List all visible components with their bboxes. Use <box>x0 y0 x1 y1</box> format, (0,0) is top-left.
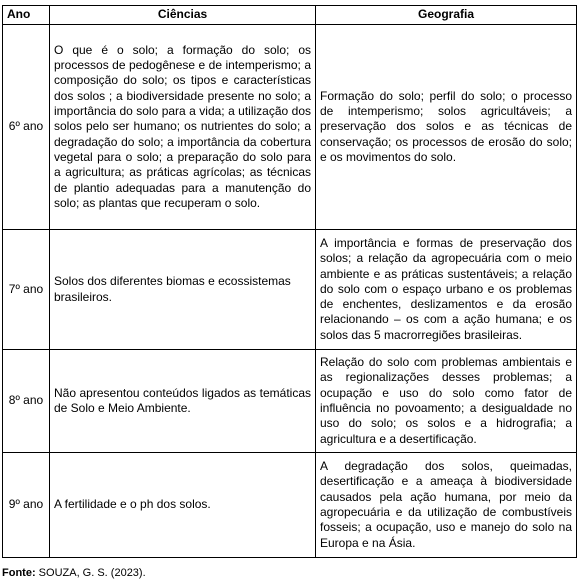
table-row <box>3 350 577 453</box>
row-geografia: A degradação dos solos, queimadas, desertificação e a ameaça à biodiversidade causados pela ação humana, por meio da agropecuária e da utilização de combustíveis fosseis; a ocupação, uso e manejo do solo na Europa e na Ásia. <box>316 453 577 558</box>
row-ano: 6º ano <box>3 25 50 230</box>
header-geografia: Geografia <box>316 6 577 25</box>
row-ciencias: A fertilidade e o ph dos solos. <box>50 453 316 558</box>
row-ano: 7º ano <box>3 230 50 350</box>
header-ano: Ano <box>3 6 50 25</box>
table-header-row <box>3 6 577 25</box>
table-row <box>3 230 577 350</box>
row-ano: 8º ano <box>3 350 50 453</box>
curriculum-table <box>2 5 577 558</box>
row-ciencias: Não apresentou conteúdos ligados as temáticas de Solo e Meio Ambiente. <box>50 350 316 453</box>
row-ciencias: Solos dos diferentes biomas e ecossistemas brasileiros. <box>50 230 316 350</box>
row-ano: 9º ano <box>3 453 50 558</box>
source-label: Fonte: <box>2 567 36 579</box>
table-row <box>3 25 577 230</box>
row-geografia: Formação do solo; perfil do solo; o processo de intemperismo; solos agricultáveis; a preservação dos solos e as técnicas de conservação; os processos de erosão do solo; e os movimentos do solo. <box>316 25 577 230</box>
row-geografia: A importância e formas de preservação dos solos; a relação da agropecuária com o meio ambiente e as práticas sustentáveis; a relação do solo com o espaço urbano e os problemas de enchentes, deslizamentos e da erosão relacionando – os com a ação humana; e os solos das 5 macrorregiões brasileiras. <box>316 230 577 350</box>
header-ciencias: Ciências <box>50 6 316 25</box>
source-note <box>2 566 146 580</box>
source-text: SOUZA, G. S. (2023). <box>38 567 146 579</box>
row-ciencias: O que é o solo; a formação do solo; os processos de pedogênese e de intemperismo; a composição do solo; os tipos e características dos solos ; a biodiversidade presente no solo; a importância do solo para a vida; a utilização dos solos pelo ser humano; os nutrientes do solo; a degradação do solo; a importância da cobertura vegetal para o solo; a preparação do solo para a agricultura; as práticas agrícolas; as técnicas de plantio adequadas para a manutenção do solo; as plantas que recuperam o solo. <box>50 25 316 230</box>
table-row <box>3 453 577 558</box>
row-geografia: Relação do solo com problemas ambientais e as regionalizações desses problemas; a ocupação e uso do solo como fator de influência no povoamento; a desigualdade no uso do solo; os solos e a hidrografia; a agricultura e a desertificação. <box>316 350 577 453</box>
